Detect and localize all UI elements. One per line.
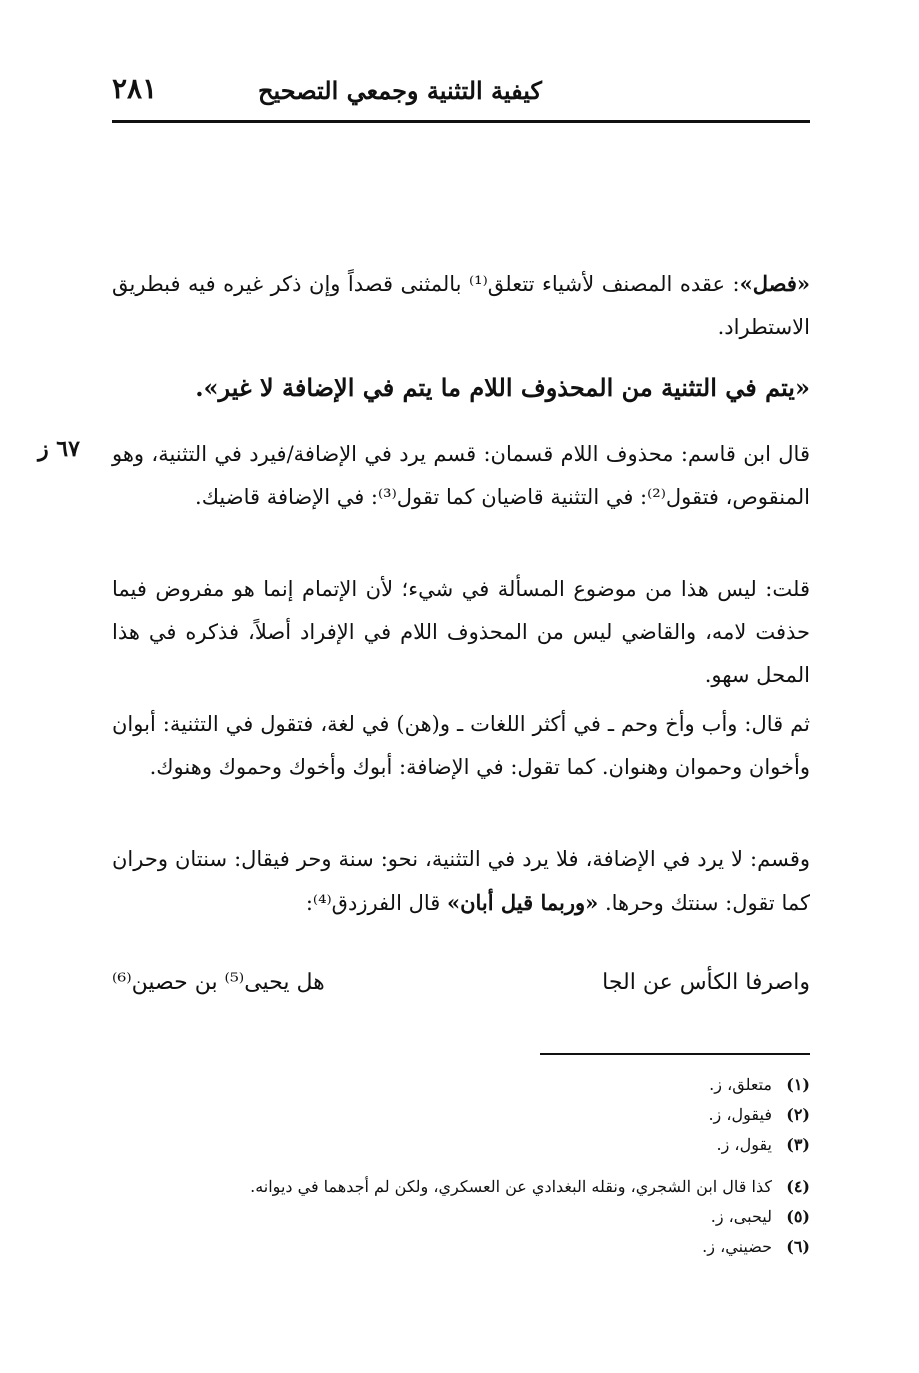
footnote-text: فيقول، ز.	[708, 1105, 772, 1124]
paragraph-4-after: قال الفرزدق⁽⁴⁾:	[305, 891, 447, 915]
footnotes	[150, 1070, 810, 1262]
paragraph-1: قال ابن قاسم: محذوف اللام قسمان: قسم يرد في الإضافة/فيرد في التثنية، وهو المنقوص، فتقول⁽²⁾: في التثنية قاضيان كما تقول⁽³⁾: في الإضافة قاضيك.	[112, 442, 810, 509]
footnote-number: (٣)	[786, 1135, 810, 1154]
footnote-text: متعلق، ز.	[709, 1075, 772, 1094]
section-lead: «فصل»	[739, 271, 811, 296]
footnote-text: يقول، ز.	[716, 1135, 772, 1154]
footnote-number: (٥)	[786, 1207, 810, 1226]
footnote-number: (٤)	[786, 1177, 810, 1196]
verse-second-hemistich: هل يحيى⁽⁵⁾ بن حصين⁽⁶⁾	[112, 970, 325, 995]
footnote-number: (٦)	[786, 1237, 810, 1256]
poem-verse	[112, 960, 810, 1006]
margin-note: ٦٧ ز	[38, 436, 80, 462]
paragraph-2: قلت: ليس هذا من موضوع المسألة في شيء؛ لأن الإتمام إنما هو مفروض فيما حذفت لامه، والقاضي ليس من المحذوف اللام في الإفراد أصلاً، فذكره في هذا المحل سهو.	[112, 577, 810, 687]
footnote	[150, 1202, 810, 1232]
rule-heading: «يتم في التثنية من المحذوف اللام ما يتم في الإضافة لا غير».	[195, 373, 810, 402]
section-intro	[112, 262, 810, 349]
footnote	[150, 1232, 810, 1262]
header-rule	[112, 120, 810, 123]
paragraph-4-before: وقسم: لا يرد في الإضافة، فلا يرد في التثنية، نحو: سنة وحر فيقال: سنتان وحران كما تقول: سنتك وحرها.	[112, 847, 810, 915]
footnote	[150, 1172, 810, 1202]
section-text: : عقده المصنف لأشياء تتعلق⁽¹⁾ بالمثنى قصداً وإن ذكر غيره فيه فبطريق الاستطراد.	[112, 272, 810, 339]
paragraph-4-quote: «وربما قيل أبان»	[446, 890, 599, 915]
running-title: كيفية التثنية وجمعي التصحيح	[258, 76, 542, 105]
verse-first-hemistich: واصرفا الكأس عن الجا	[602, 970, 810, 995]
paragraph-3: ثم قال: وأب وأخ وحم ـ في أكثر اللغات ـ و(هن) في لغة، فتقول في التثنية: أبوان وأخوان وحموان وهنوان. كما تقول: في الإضافة: أبوك وأخوك وحموك وهنوك.	[112, 712, 810, 779]
footnote-rule	[540, 1053, 810, 1055]
paragraph-4	[112, 838, 810, 925]
footnote-text: حضيني، ز.	[702, 1237, 772, 1256]
footnote-text: كذا قال ابن الشجري، ونقله البغدادي عن العسكري، ولكن لم أجدهما في ديوانه.	[250, 1177, 772, 1196]
footnote	[150, 1070, 810, 1100]
footnote-text: ليحبى، ز.	[710, 1207, 772, 1226]
footnote	[150, 1130, 810, 1160]
footnote-number: (١)	[786, 1075, 810, 1094]
footnote-number: (٢)	[786, 1105, 810, 1124]
footnote	[150, 1100, 810, 1130]
page-number: ٢٨١	[112, 72, 158, 105]
